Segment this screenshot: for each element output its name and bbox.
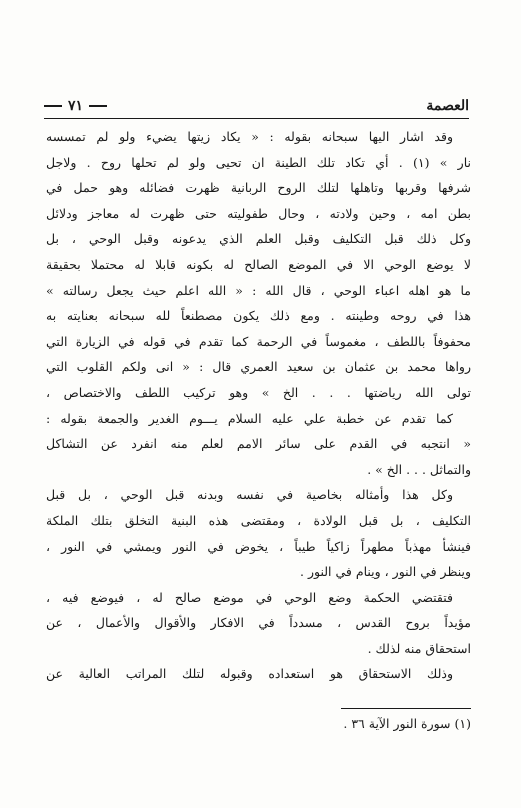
body-line: فتقتضي الحكمة وضع الوحي في موضع صالح له ، فيوضع فيه ، — [46, 589, 453, 605]
body-line: وقد اشار اليها سبحانه بقوله : « يكاد زيتها يضيء ولو لم تمسسه — [46, 129, 453, 144]
body-line: وكل ذلك قبل التكليف وقبل العلم الذي يدعونه وقبل الوحي ، بل — [46, 231, 471, 247]
body-line: التكليف ، بل قبل الولادة ، ومقتضى هذه البنية التخلق بتلك الملكة — [46, 512, 471, 528]
body-line: فينشأ مهذباً مطهراً زاكياً طيباً ، يخوض في النور ويمشي في النور ، — [46, 538, 471, 554]
body-line: شرفها وقربها وتاهلها لتلك الروح الربانية ظهرت فضائله وهو حمل في — [46, 180, 471, 196]
running-title: العصمة — [426, 98, 469, 114]
page-number: ٧١ — [68, 98, 84, 114]
body-line: محفوفاً باللطف ، مغموساً في الرحمة كما تقدم في قوله في الزيارة التي — [46, 333, 471, 349]
body-line: وينظر في النور ، وينام في النور . — [300, 564, 471, 580]
body-line: تولى الله رياضتها . . . الخ » وهو تركيب اللطف والاختصاص ، — [46, 384, 471, 400]
footnote: (١) سورة النور الآية ٣٦ . — [343, 716, 471, 731]
body-line: وذلك الاستحقاق هو استعداده وقبوله لتلك المراتب العالية عن — [46, 666, 453, 682]
body-line: كما تقدم عن خطبة علي عليه السلام يـــوم الغدير والجمعة بقوله : — [46, 410, 453, 426]
body-line: رواها محمد بن عثمان بن سعيد العمري قال : « انى ولكم القلوب التي — [46, 359, 471, 375]
body-line: بطن امه ، وحين ولادته ، وحال طفوليته حتى ظهرت له معاجز ودلائل — [46, 205, 471, 221]
dash-left — [44, 105, 62, 107]
body-line: هذا في روحه وطينته . ومع ذلك يكون مصطنعاً لله سبحانه بعنايته به — [46, 308, 471, 324]
header-rule — [44, 118, 469, 119]
body-line: استحقاق منه لذلك . — [367, 640, 471, 656]
body-line: مؤيداً بروح القدس ، مسدداً في الافكار والأقوال والأعمال ، عن — [46, 615, 471, 631]
body-line: وكل هذا وأمثاله بخاصية في نفسه وبدنه قبل الوحي ، بل قبل — [46, 487, 453, 503]
body-line: لا يوضع الوحي الا في الموضع الصالح له بكونه قابلا له محتملا بحقيقة — [46, 256, 471, 272]
footnote-rule — [341, 708, 471, 709]
dash-right — [89, 105, 107, 107]
body-line: نار » (١) . أي تكاد تلك الطينة ان تحيى ولو لم تحلها روح . ولاجل — [46, 154, 471, 170]
page-number-group — [44, 98, 107, 114]
body-line: والتماثل . . . الخ » . — [367, 461, 471, 477]
page-header — [44, 96, 469, 116]
body-line: « انتجبه في القدم على سائر الامم لعلم منه انفرد عن التشاكل — [46, 436, 471, 452]
body-line: ما هو اهله اعباء الوحي ، قال الله : « الله اعلم حيث يجعل رسالته » — [46, 282, 471, 298]
page-body — [46, 124, 471, 687]
